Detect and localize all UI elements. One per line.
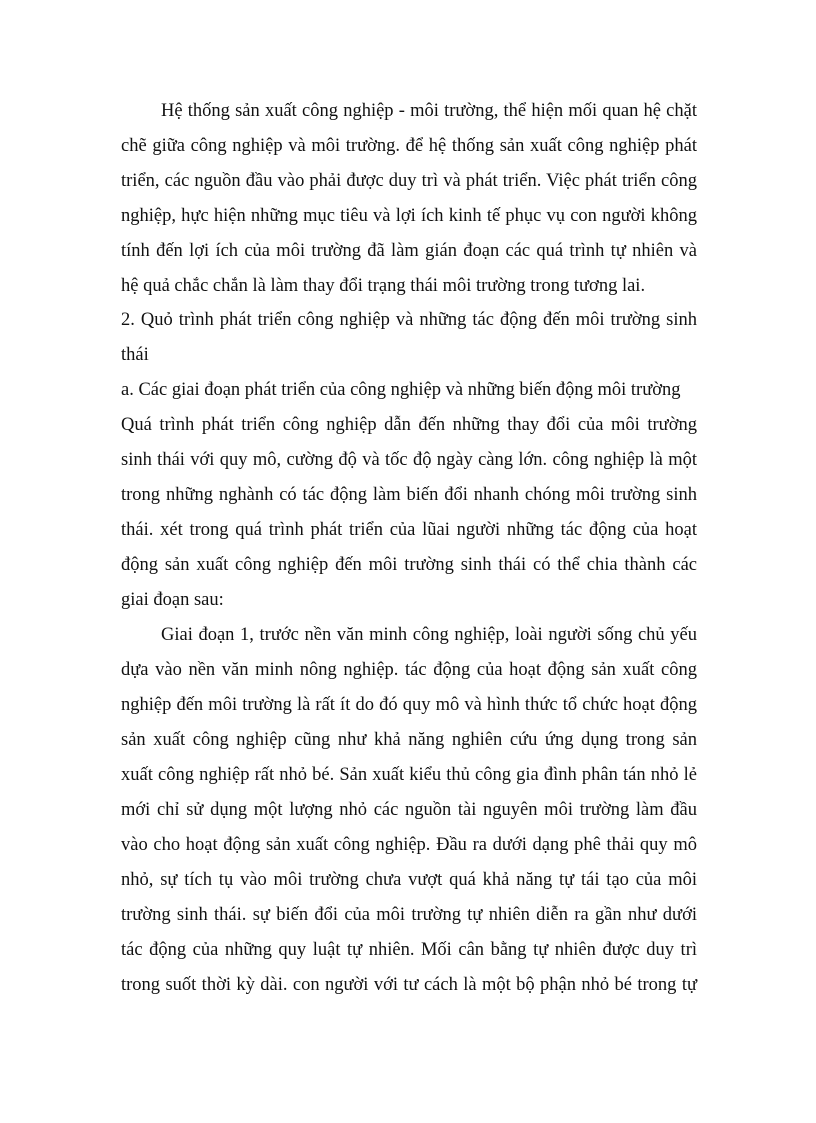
paragraph-line: sinh thái với quy mô, cường độ và tốc độ ngày càng lớn. công nghiệp là một [121,450,697,470]
paragraph-line: trong những nghành có tác động làm biến đổi nhanh chóng môi trường sinh [121,485,697,505]
paragraph-line: tác động của những quy luật tự nhiên. Mối cân bằng tự nhiên được duy trì [121,940,697,960]
paragraph-line: hệ quả chắc chắn là làm thay đổi trạng thái môi trường trong tương lai. [121,276,646,296]
paragraph-line: trong suốt thời kỳ dài. con người với tư cách là một bộ phận nhỏ bé trong tự [121,975,697,995]
paragraph-line: Hệ thống sản xuất công nghiệp - môi trường, thể hiện mối quan hệ chặt [161,101,697,121]
paragraph-line: chẽ giữa công nghiệp và môi trường. để hệ thống sản xuất công nghiệp phát [121,136,697,156]
paragraph-line: Quá trình phát triển công nghiệp dẫn đến những thay đổi của môi trường [121,415,697,435]
paragraph-line: nhỏ, sự tích tụ vào môi trường chưa vượt quá khả năng tự tái tạo của môi [121,870,697,890]
paragraph-line: thái. xét trong quá trình phát triển của lũai người những tác động của hoạt [121,520,697,540]
paragraph-line: sản xuất công nghiệp cũng như khả năng nghiên cứu ứng dụng trong sản [121,730,697,750]
paragraph-line: nghiệp, hực hiện những mục tiêu và lợi ích kinh tế phục vụ con người không [121,206,697,226]
section-heading-line: thái [121,345,149,365]
paragraph-line: xuất công nghiệp rất nhỏ bé. Sản xuất kiểu thủ công gia đình phân tán nhỏ lẻ [121,765,697,785]
paragraph-line: dựa vào nền văn minh nông nghiệp. tác động của hoạt động sản xuất công [121,660,697,680]
paragraph-line: vào cho hoạt động sản xuất công nghiệp. Đầu ra dưới dạng phê thải quy mô [121,835,697,855]
section-heading-line: 2. Quỏ trình phát triển công nghiệp và những tác động đến môi trường sinh [121,310,697,330]
paragraph-line: mới chỉ sử dụng một lượng nhỏ các nguồn tài nguyên môi trường làm đầu [121,800,697,820]
subsection-heading: a. Các giai đoạn phát triển của công nghiệp và những biến động môi trường [121,380,681,400]
paragraph-line: Giai đoạn 1, trước nền văn minh công nghiệp, loài người sống chủ yếu [161,625,697,645]
paragraph-line: triển, các nguồn đầu vào phải được duy trì và phát triển. Việc phát triển công [121,171,697,191]
paragraph-line: động sản xuất công nghiệp đến môi trường sinh thái có thể chia thành các [121,555,697,575]
paragraph-line: giai đoạn sau: [121,590,224,610]
paragraph-line: nghiệp đến môi trường là rất ít do đó quy mô và hình thức tổ chức hoạt động [121,695,697,715]
paragraph-line: trường sinh thái. sự biến đổi của môi trường tự nhiên diễn ra gần như dưới [121,905,697,925]
paragraph-line: tính đến lợi ích của môi trường đã làm gián đoạn các quá trình tự nhiên và [121,241,697,261]
